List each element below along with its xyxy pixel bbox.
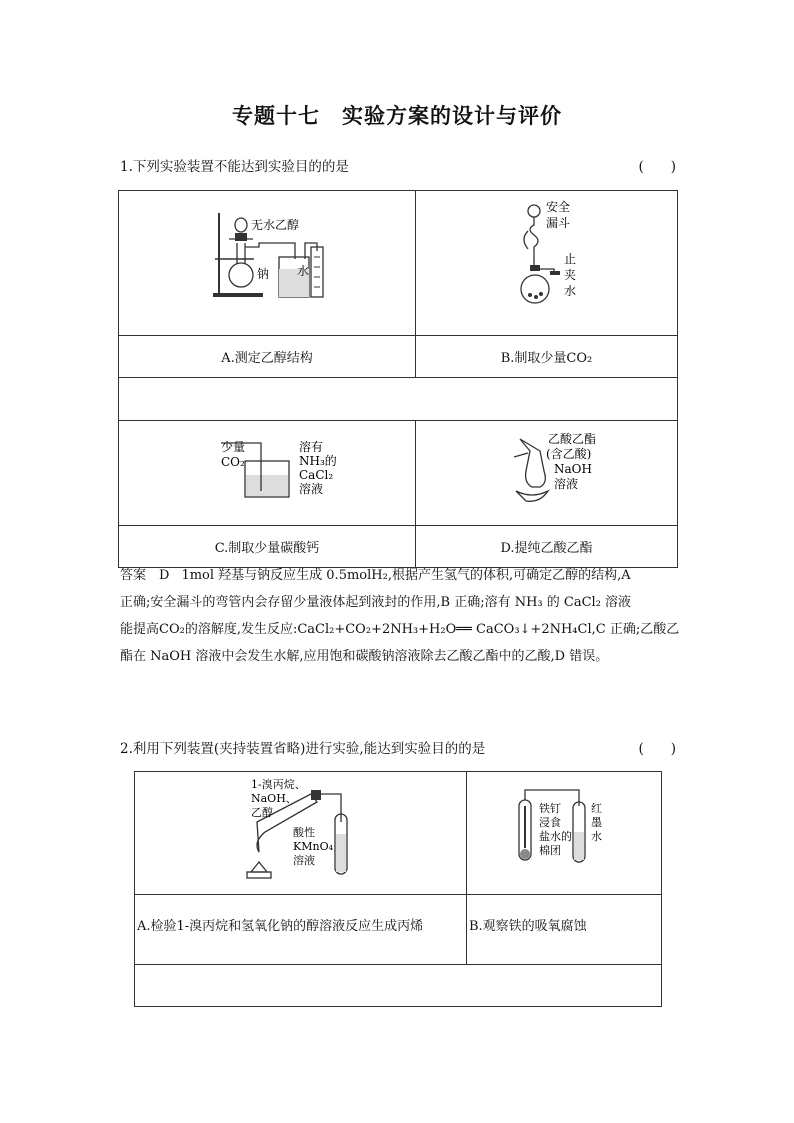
answer-blank-2: ( ) [638,741,676,757]
label-cacl2: CaCl₂ [299,468,334,482]
option-d: D.提纯乙酸乙酯 [416,526,678,568]
label-safety: 安全 [546,200,571,214]
label-acidic: 酸性 [293,826,315,839]
question-1-text: 1.下列实验装置不能达到实验目的的是 [120,159,349,175]
label-saltwater: 盐水的 [539,830,572,843]
label-ethanol-2: 乙醇 [251,806,273,819]
label-stop: 止 [564,252,577,266]
page-title: 专题十七 实验方案的设计与评价 [232,104,562,128]
question-2-text: 2.利用下列装置(夹持装置省略)进行实验,能达到实验目的的是 [120,741,486,757]
apparatus-separatory-funnel [416,421,677,521]
answer-line-3: 能提高CO₂的溶解度,发生反应:CaCl₂+CO₂+2NH₃+H₂O══ CaCO₃↓+2NH₄Cl,C 正确;乙酸乙 [120,622,680,637]
apparatus-calcium-carbonate [119,421,415,521]
label-sodium: 钠 [257,267,270,281]
spacer-row-2 [135,965,662,1007]
label-with-acid: (含乙酸) [546,447,592,461]
label-cotton: 棉团 [539,844,561,857]
label-small-amount: 少量 [221,440,246,454]
label-solution-d: 溶液 [554,477,579,491]
apparatus-propene-test [135,772,466,890]
label-kmno4: KMnO₄ [293,840,333,853]
question-2-table [134,771,662,1007]
figure-cell-2b [467,772,662,895]
option-a: A.测定乙醇结构 [119,336,416,378]
label-ethanol: 无水乙醇 [251,218,300,232]
figure-cell-a [119,191,416,336]
label-naoh: NaOH [554,462,592,476]
label-solution-c: 溶液 [299,482,324,496]
option-c: C.制取少量碳酸钙 [119,526,416,568]
question-2-stem [120,737,676,757]
label-bromopropane: 1-溴丙烷、 [251,778,306,791]
question-1-stem [120,155,676,175]
answer-label: 答案 D [120,568,170,583]
answer-line-4: 酯在 NaOH 溶液中会发生水解,应用饱和碳酸钠溶液除去乙酸乙酯中的乙酸,D 错误。 [120,649,609,664]
label-solution-2a: 溶液 [293,854,315,867]
label-nh3: NH₃的 [299,454,337,468]
figure-cell-d [416,421,678,526]
answer-explanation [120,562,680,670]
answer-line-1: 1mol 羟基与钠反应生成 0.5molH₂,根据产生氢气的体积,可确定乙醇的结构,A [181,568,631,583]
question-1-table [118,190,678,568]
label-naoh-2: NaOH、 [251,792,297,805]
figure-cell-c [119,421,416,526]
option-2a: A.检验1-溴丙烷和氢氧化钠的醇溶液反应生成丙烯 [135,895,467,965]
label-water: 水 [297,264,310,278]
label-red: 红 [591,802,602,815]
label-dissolved: 溶有 [299,440,324,454]
figure-cell-2a [135,772,467,895]
spacer-row [119,378,678,421]
answer-blank: ( ) [638,159,676,175]
label-nail: 铁钉 [539,802,561,815]
label-ink: 墨 [591,816,602,829]
apparatus-iron-corrosion [467,772,661,890]
figure-cell-b [416,191,678,336]
label-clamp: 夹 [564,268,577,282]
option-2b: B.观察铁的吸氧腐蚀 [467,895,662,965]
label-co2: CO₂ [221,455,245,469]
answer-line-2: 正确;安全漏斗的弯管内会存留少量液体起到液封的作用,B 正确;溶有 NH₃ 的 CaCl₂ 溶液 [120,595,632,610]
label-funnel: 漏斗 [546,216,571,230]
option-b: B.制取少量CO₂ [416,336,678,378]
label-soaked: 浸食 [539,816,561,829]
label-water-b: 水 [564,284,577,298]
apparatus-ethanol-sodium [119,191,415,331]
apparatus-co2-generator [416,191,677,331]
label-water-2b: 水 [591,830,602,843]
label-ethyl-acetate: 乙酸乙酯 [548,432,597,446]
